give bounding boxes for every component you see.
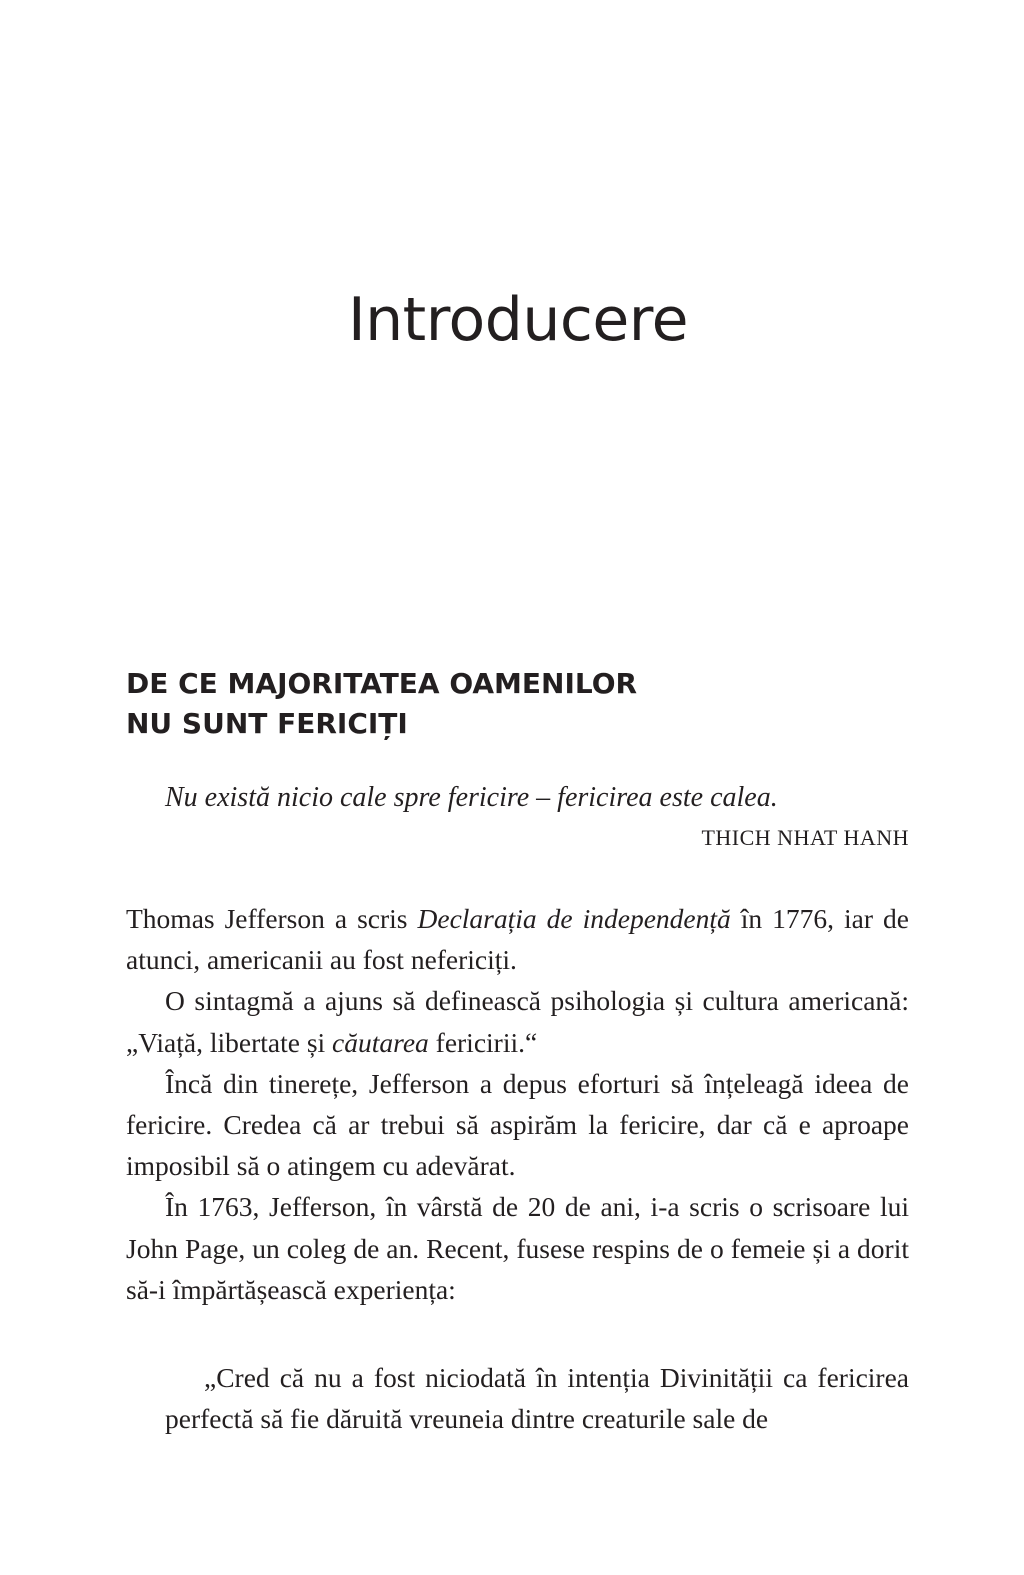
epigraph: [165, 778, 909, 858]
paragraph-1: [126, 898, 909, 980]
paragraph-4: În 1763, Jefferson, în vârstă de 20 de ani, i-a scris o scrisoare lui John Page, un coleg de an. Recent, fusese respins de o femeie și a dorit să-i împărtășească experiența:: [126, 1191, 909, 1305]
paragraph-1-text-b: în 1776, iar de atunci, americanii au fost nefericiți.: [126, 903, 909, 976]
paragraph-1-text-a: Thomas Jefferson a scris: [126, 903, 418, 934]
paragraph-2-italic-word: căutarea: [332, 1026, 429, 1058]
paragraph-2-text-a: O sintagmă a ajuns să definească psihologia și cultura americană: „Viață, libertate și: [126, 985, 909, 1058]
paragraph-2-text-b: fericirii.“: [428, 1026, 538, 1058]
paragraph-2: [126, 980, 909, 1062]
body-text: [126, 898, 909, 1310]
epigraph-author: THICH NHAT HANH: [701, 825, 909, 850]
paragraph-1-italic-title: Declarația de independență: [417, 903, 731, 934]
section-heading-line-2: NU SUNT FERICIȚI: [126, 707, 408, 740]
section-heading-line-1: DE CE MAJORITATEA OAMENILOR: [126, 667, 638, 700]
section-heading: [126, 664, 826, 744]
chapter-title: Introducere: [347, 285, 689, 355]
letter-quote: „Cred că nu a fost niciodată în intenția Divinității ca fericirea perfectă să fie dăruită vreuneia dintre creaturile sale de: [165, 1362, 909, 1435]
epigraph-quote: Nu există nicio cale spre fericire – fericirea este calea.: [165, 782, 778, 813]
paragraph-3: Încă din tinerețe, Jefferson a depus eforturi să înțeleagă ideea de fericire. Credea că ar trebui să aspirăm la fericire, dar că e aproape imposibil să o atingem cu adevărat.: [126, 1067, 909, 1182]
